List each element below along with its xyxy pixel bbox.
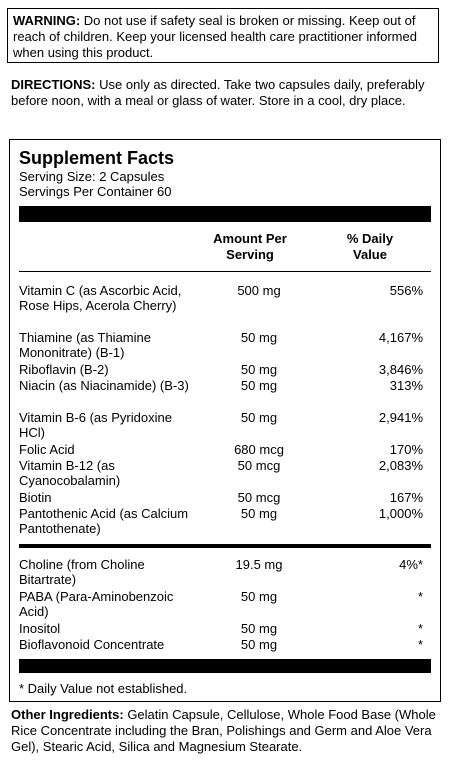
nutrient-name: Thiamine (as Thiamine Mononitrate) (B-1) xyxy=(19,330,151,360)
nutrient-row xyxy=(19,410,431,442)
nutrient-name: Inositol xyxy=(19,621,61,636)
nutrient-row xyxy=(19,330,431,362)
nutrient-amount: 50 mg xyxy=(240,506,278,521)
nutrient-daily-value: 3,846% xyxy=(378,362,423,377)
nutrient-name: Niacin (as Niacinamide) (B-3) xyxy=(19,378,189,393)
nutrient-row xyxy=(19,490,431,506)
nutrient-amount: 50 mg xyxy=(240,621,278,636)
header-amount: Amount Per Serving xyxy=(213,231,287,262)
nutrient-amount: 50 mg xyxy=(240,637,278,652)
nutrient-name: Folic Acid xyxy=(19,442,75,457)
nutrient-row xyxy=(19,637,431,653)
header-divider xyxy=(19,271,431,272)
nutrient-daily-value: 556% xyxy=(389,283,423,298)
nutrient-amount: 680 mcg xyxy=(234,442,284,457)
nutrient-daily-value: 2,941% xyxy=(378,410,423,425)
servings-per-container: Servings Per Container 60 xyxy=(19,184,172,199)
nutrient-amount: 500 mg xyxy=(237,283,281,298)
nutrient-name: Vitamin C (as Ascorbic Acid, Rose Hips, Acerola Cherry) xyxy=(19,283,182,313)
nutrient-name: Bioflavonoid Concentrate xyxy=(19,637,165,652)
nutrient-amount: 50 mg xyxy=(240,330,278,345)
nutrient-row xyxy=(19,506,431,538)
nutrient-row xyxy=(19,283,431,330)
warning-label: WARNING: xyxy=(13,13,81,28)
directions-text: Use only as directed. Take two capsules daily, preferably before noon, with a meal or glass of water. Store in a cool, dry place. xyxy=(11,77,425,108)
nutrient-daily-value: 167% xyxy=(389,490,423,505)
footnote: * Daily Value not established. xyxy=(19,681,188,696)
serving-size: Serving Size: 2 Capsules xyxy=(19,169,165,184)
nutrient-row xyxy=(19,557,431,589)
nutrient-name: PABA (Para-Aminobenzoic Acid) xyxy=(19,589,174,619)
nutrient-daily-value: 4%* xyxy=(399,557,423,572)
nutrient-name: Vitamin B-6 (as Pyridoxine HCl) xyxy=(19,410,172,440)
header-daily-value: % Daily Value xyxy=(346,231,394,262)
nutrient-amount: 50 mg xyxy=(240,589,278,604)
nutrient-amount: 50 mcg xyxy=(237,458,281,473)
nutrient-name: Biotin xyxy=(19,490,52,505)
warning-box xyxy=(7,8,439,63)
nutrient-amount: 50 mg xyxy=(240,362,278,377)
nutrient-daily-value: 2,083% xyxy=(378,458,423,473)
nutrient-amount: 50 mg xyxy=(240,410,278,425)
nutrient-daily-value: 313% xyxy=(389,378,423,393)
nutrient-daily-value: 1,000% xyxy=(378,506,423,521)
directions-label: DIRECTIONS: xyxy=(11,77,96,92)
serving-info xyxy=(19,169,171,199)
nutrient-daily-value: 4,167% xyxy=(378,330,423,345)
supplement-facts-panel xyxy=(9,139,441,702)
nutrient-amount: 50 mcg xyxy=(237,490,281,505)
directions xyxy=(11,77,441,109)
other-ingredients xyxy=(11,707,443,755)
thick-divider-bottom xyxy=(19,659,431,673)
facts-title: Supplement Facts xyxy=(19,148,175,168)
nutrient-row xyxy=(19,621,431,637)
nutrient-daily-value: 170% xyxy=(389,442,423,457)
nutrient-amount: 19.5 mg xyxy=(235,557,283,572)
nutrient-daily-value: * xyxy=(417,621,423,636)
nutrient-name: Pantothenic Acid (as Calcium Pantothenate) xyxy=(19,506,189,536)
medium-divider xyxy=(19,544,431,548)
nutrient-name: Riboflavin (B-2) xyxy=(19,362,109,377)
nutrient-daily-value: * xyxy=(417,589,423,604)
nutrient-name: Vitamin B-12 (as Cyanocobalamin) xyxy=(19,458,121,488)
nutrient-row xyxy=(19,378,431,410)
nutrient-row xyxy=(19,589,431,621)
nutrient-name: Choline (from Choline Bitartrate) xyxy=(19,557,145,587)
nutrient-row xyxy=(19,362,431,378)
thick-divider-top xyxy=(19,206,431,222)
nutrient-row xyxy=(19,442,431,458)
nutrient-amount: 50 mg xyxy=(240,378,278,393)
other-ingredients-label: Other Ingredients: xyxy=(11,707,124,722)
warning-text: Do not use if safety seal is broken or missing. Keep out of reach of children. Keep your licensed health care practitioner informed when using this product. xyxy=(13,13,417,60)
other-ingredients-text: Gelatin Capsule, Cellulose, Whole Food Base (Whole Rice Concentrate including the Bran, Polishings and Germ and Aloe Vera Gel), Stearic Acid, Silica and Magnesium Stearate. xyxy=(11,707,436,754)
nutrient-daily-value: * xyxy=(417,637,423,652)
nutrient-row xyxy=(19,458,431,490)
